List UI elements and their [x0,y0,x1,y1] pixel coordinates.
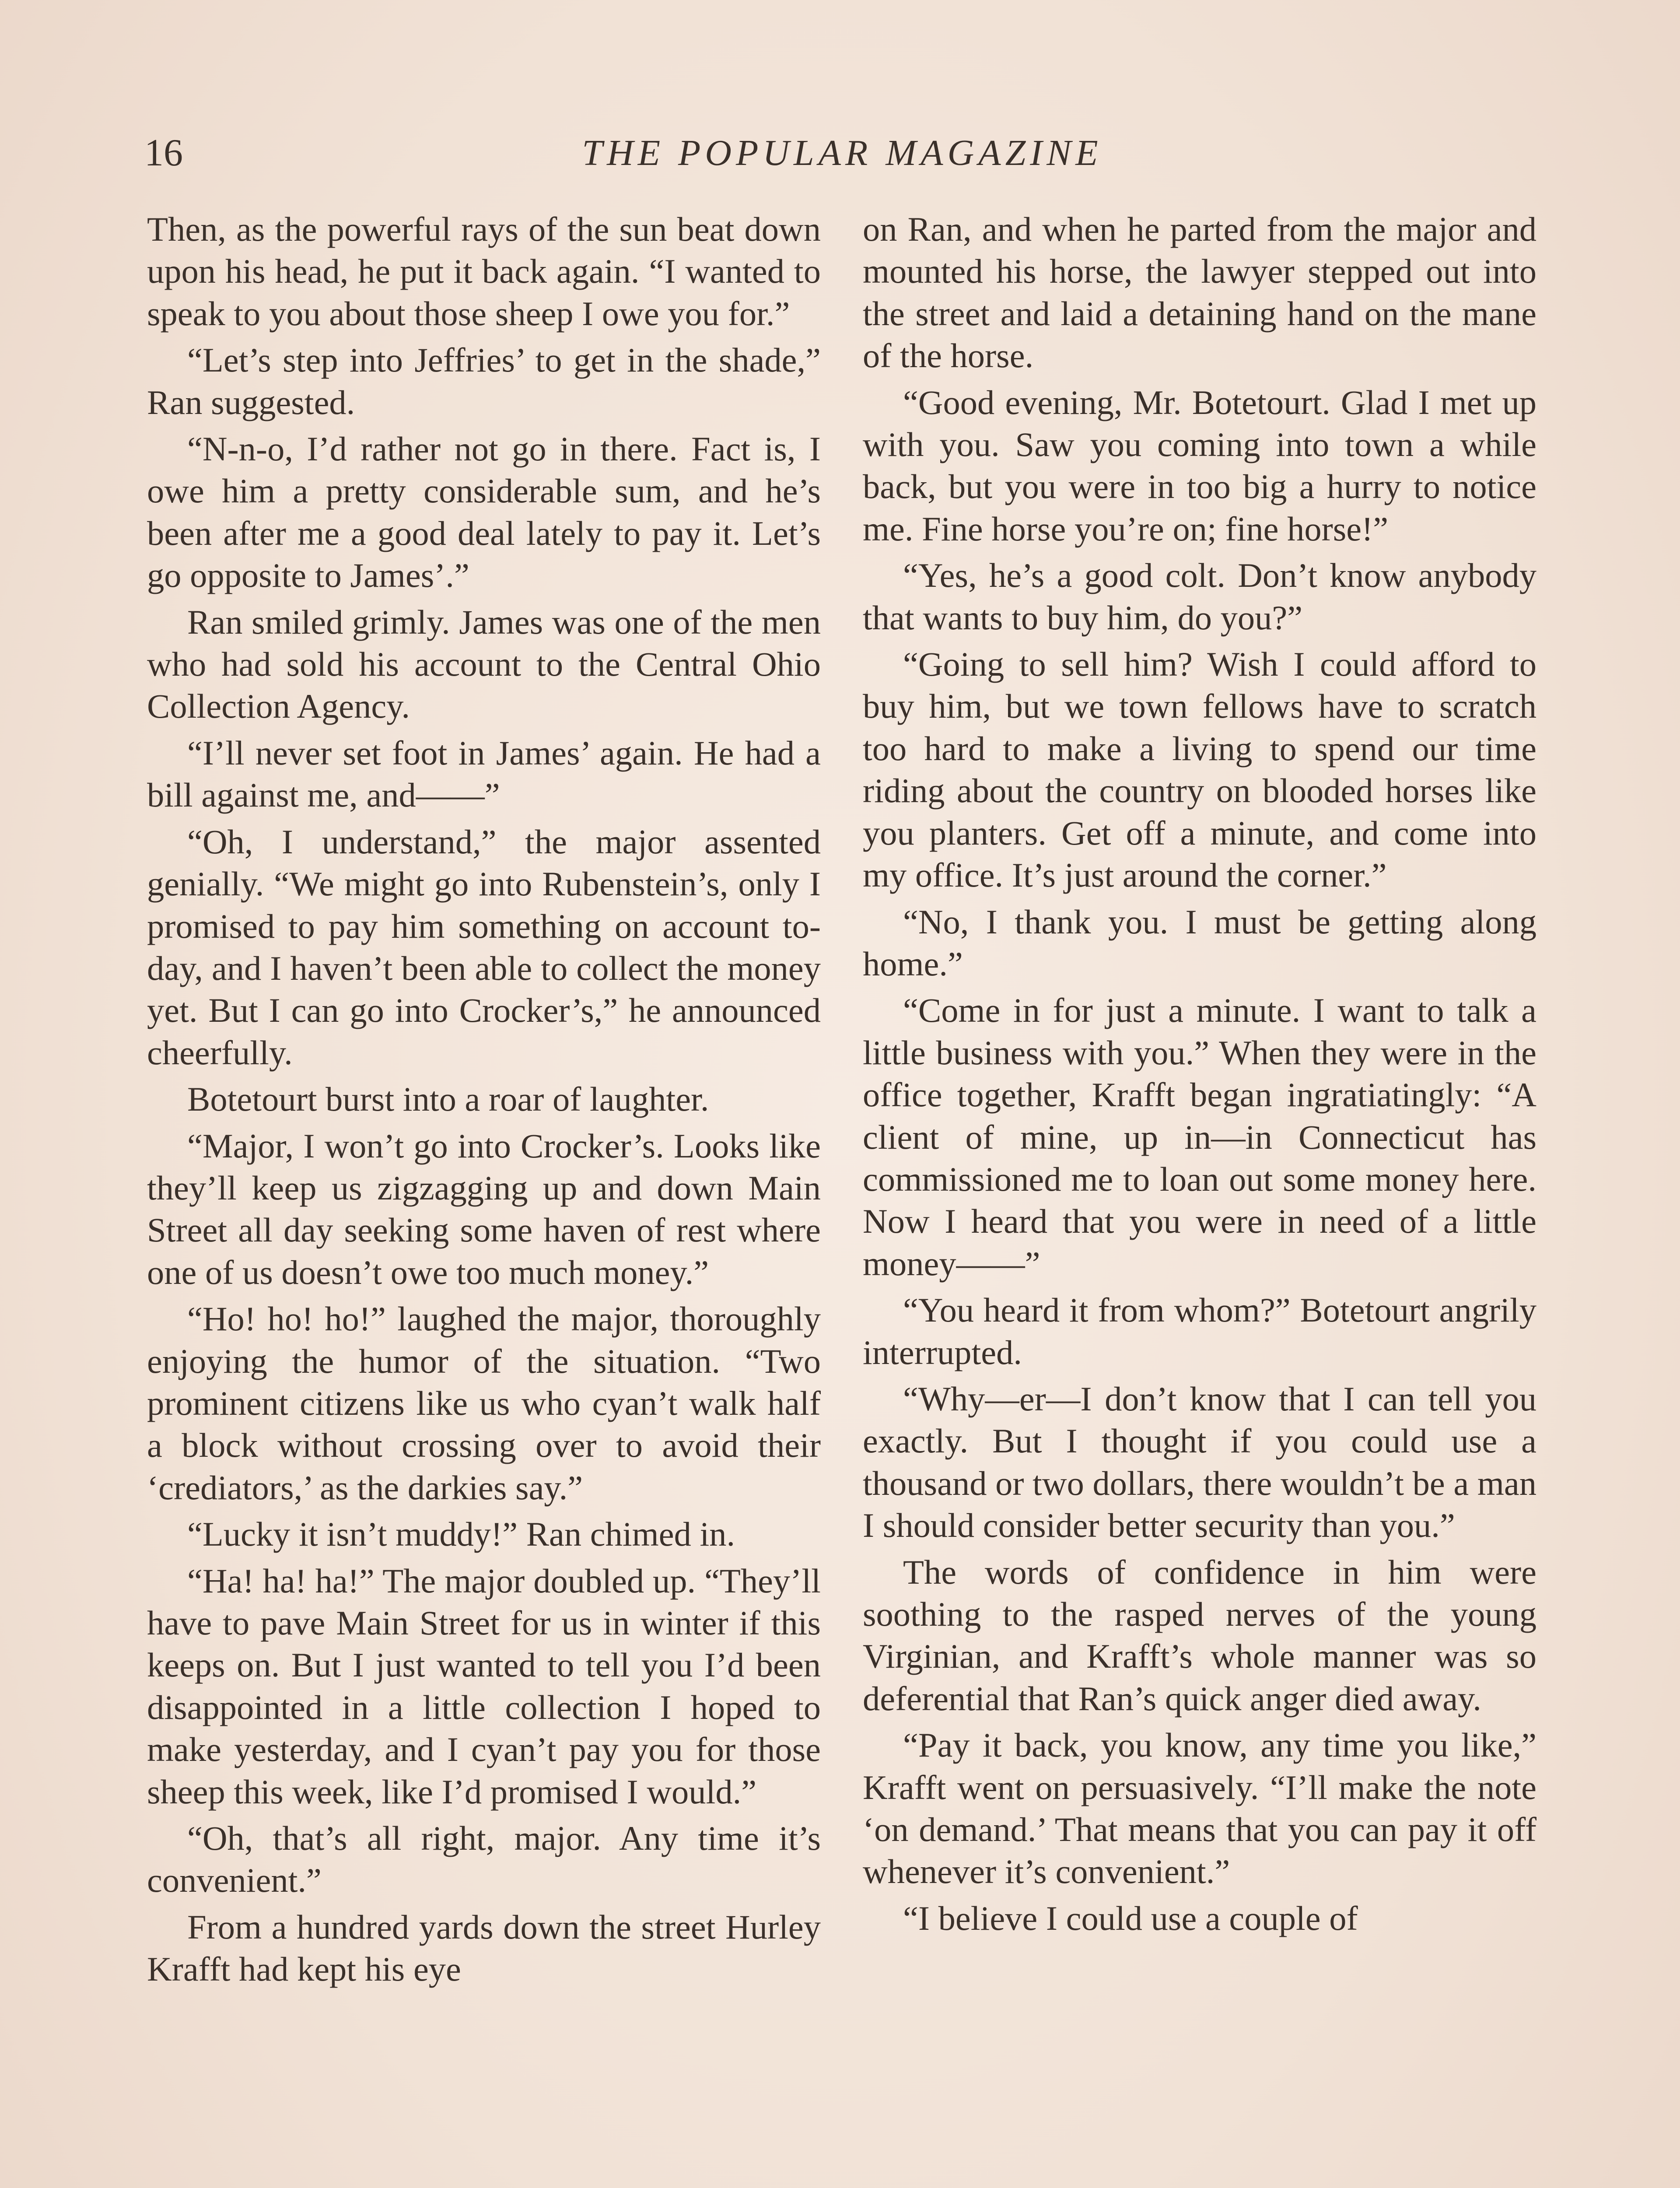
paragraph: “Let’s step into Jeffries’ to get in the shade,” Ran suggested. [147,341,821,421]
paragraph: “Good evening, Mr. Botetourt. Glad I met up with you. Saw you coming into town a while back, but you were in too big a hurry to notice me. Fine horse you’re on; fine horse!” [863,383,1536,548]
paragraph: “Major, I won’t go into Crocker’s. Looks like they’ll keep us zigzagging up and down Main Street all day seeking some haven of rest where one of us doesn’t owe too much money.” [147,1126,821,1291]
paragraph: “Why—er—I don’t know that I can tell you exactly. But I thought if you could use a thousand or two dollars, there wouldn’t be a man I should consider better security than you.” [863,1379,1536,1545]
paragraph: “Come in for just a minute. I want to talk a little business with you.” When they were in the office together, Krafft began ingratiatingly: “A client of mine, up in—in Connecticut has commissioned me to loan out some money here. Now I heard that you were in need of a little money——” [863,991,1536,1283]
running-title: THE POPULAR MAGAZINE [582,133,1102,173]
left-column [147,208,821,2188]
paragraph: From a hundred yards down the street Hurley Krafft had kept his eye [147,1907,821,1988]
paragraph: “Lucky it isn’t muddy!” Ran chimed in. [187,1515,735,1553]
right-column [863,208,1536,2188]
paragraph: “Ha! ha! ha!” The major doubled up. “They’ll have to pave Main Street for us in winter if this keeps on. But I just wanted to tell you I’d been disappointed in a little collection I hoped to make yesterday, and I cyan’t pay you for those sheep this week, like I’d promised I would.” [147,1561,821,1811]
paragraph: “Oh, that’s all right, major. Any time it’s convenient.” [147,1819,821,1900]
page-header [144,127,1540,179]
paragraph: “I’ll never set foot in James’ again. He had a bill against me, and——” [147,733,821,814]
paragraph: “Yes, he’s a good colt. Don’t know anybody that wants to buy him, do you?” [863,556,1536,637]
paragraph: The words of confidence in him were soothing to the rasped nerves of the young Virginian, and Krafft’s whole manner was so deferential that Ran’s quick anger died away. [863,1553,1536,1718]
paragraph: “Going to sell him? Wish I could afford to buy him, but we town fellows have to scratch too hard to make a living to spend our time riding about the country on blooded horses like you planters. Get off a minute, and come into my office. It’s just around the corner.” [863,645,1536,894]
paragraph: on Ran, and when he parted from the major and mounted his horse, the lawyer stepped out into the street and laid a detaining hand on the mane of the horse. [863,210,1536,375]
paragraph: “N-n-o, I’d rather not go in there. Fact is, I owe him a pretty considerable sum, and he’s been after me a good deal lately to pay it. Let’s go opposite to James’.” [147,430,821,595]
paragraph: “You heard it from whom?” Botetourt angrily interrupted. [863,1291,1536,1371]
paragraph: “Pay it back, you know, any time you like,” Krafft went on persuasively. “I’ll make the note ‘on demand.’ That means that you can pay it off whenever it’s convenient.” [863,1726,1536,1891]
paragraph: “Ho! ho! ho!” laughed the major, thoroughly enjoying the humor of the situation. “Two prominent citizens like us who cyan’t walk half a block without crossing over to avoid their ‘crediators,’ as the darkies say.” [147,1300,821,1507]
paragraph: “Oh, I understand,” the major assented genially. “We might go into Rubenstein’s, only I promised to pay him something on account to-day, and I haven’t been able to collect the money yet. But I can go into Crocker’s,” he announced cheerfully. [147,822,821,1072]
paragraph: “No, I thank you. I must be getting along home.” [863,902,1536,983]
paragraph: “I believe I could use a couple of [903,1899,1358,1937]
paragraph: Ran smiled grimly. James was one of the men who had sold his account to the Central Ohio Collection Agency. [147,603,821,726]
paragraph: Botetourt burst into a roar of laughter. [187,1080,709,1119]
page-number: 16 [144,132,183,174]
paragraph: Then, as the powerful rays of the sun beat down upon his head, he put it back again. “I wanted to speak to you about those sheep I owe you for.” [147,210,821,333]
